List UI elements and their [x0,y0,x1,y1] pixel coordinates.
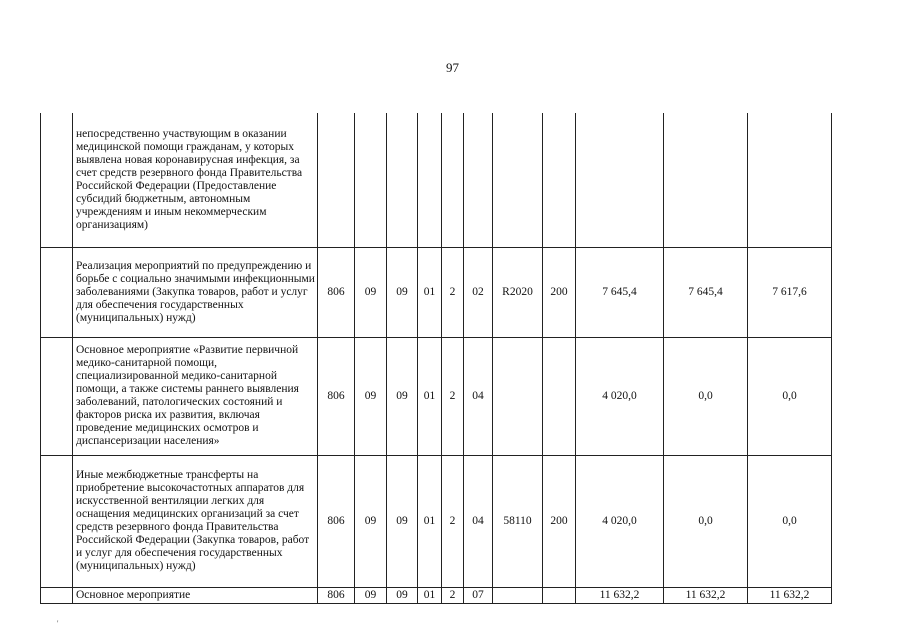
cell-amount-year1: 4 020,0 [576,337,664,455]
cell-amount-year3: 0,0 [748,455,832,587]
cell-amount-year2: 0,0 [664,455,748,587]
cell-program [418,113,442,247]
row-marker-cell [41,455,73,587]
cell-amount-year1: 11 632,2 [576,587,664,603]
cell-direction: 58110 [493,455,543,587]
cell-pr: 09 [387,247,418,337]
row-name: Иные межбюджетные трансферты на приобретение высокочастотных аппаратов для искусственной вентиляции легких для оснащения медицинских организаций за счет средств резервного фонда Правительства Российской Федерации (Закупка товаров, работ и услуг для обеспечения государственных (муниципальных) нужд) [73,455,318,587]
cell-subprogram: 2 [442,455,464,587]
cell-subprogram: 2 [442,337,464,455]
cell-amount-year3: 7 617,6 [748,247,832,337]
cell-vr: 200 [543,247,576,337]
cell-pr: 09 [387,587,418,603]
cell-vr: 200 [543,455,576,587]
cell-rz [355,113,387,247]
cell-program: 01 [418,455,442,587]
cell-amount-year1: 4 020,0 [576,455,664,587]
table-row [41,247,832,337]
cell-program: 01 [418,337,442,455]
cell-vr [543,113,576,247]
cell-gr: 806 [318,337,355,455]
cell-direction: R2020 [493,247,543,337]
table-row [41,455,832,587]
cell-vr [543,337,576,455]
cell-subprogram [442,113,464,247]
cell-direction [493,337,543,455]
cell-amount-year1: 7 645,4 [576,247,664,337]
row-marker-cell [41,587,73,603]
row-marker-cell [41,337,73,455]
budget-table [40,113,832,604]
cell-activity: 04 [464,337,493,455]
row-name: непосредственно участвующим в оказании медицинской помощи гражданам, у которых выявлена новая коронавирусная инфекция, за счет средств резервного фонда Правительства Российской Федерации (Предоставление субсидий бюджетным, автономным учреждениям и иным некоммерческим организациям) [73,113,318,247]
cell-amount-year1 [576,113,664,247]
cell-amount-year2: 11 632,2 [664,587,748,603]
page-number: 97 [446,60,459,75]
cell-rz: 09 [355,247,387,337]
cell-vr [543,587,576,603]
cell-amount-year2: 7 645,4 [664,247,748,337]
cell-amount-year2: 0,0 [664,337,748,455]
cell-activity: 02 [464,247,493,337]
cell-amount-year3: 11 632,2 [748,587,832,603]
table-row [41,337,832,455]
row-name: Основное мероприятие «Развитие первичной медико-санитарной помощи, специализированной медико-санитарной помощи, а также системы раннего выявления заболеваний, патологических состояний и факторов риска их развития, включая проведение медицинских осмотров и диспансеризации населения» [73,337,318,455]
cell-pr: 09 [387,455,418,587]
cell-direction [493,587,543,603]
cell-activity [464,113,493,247]
row-marker-cell [41,247,73,337]
stray-mark: ' [57,619,59,628]
cell-amount-year3: 0,0 [748,337,832,455]
cell-rz: 09 [355,455,387,587]
cell-pr: 09 [387,337,418,455]
cell-activity: 07 [464,587,493,603]
cell-program: 01 [418,587,442,603]
cell-amount-year3 [748,113,832,247]
cell-rz: 09 [355,587,387,603]
cell-gr: 806 [318,587,355,603]
row-name: Основное мероприятие [73,587,318,603]
table-row [41,113,832,247]
row-marker-cell [41,113,73,247]
cell-pr [387,113,418,247]
cell-program: 01 [418,247,442,337]
cell-subprogram: 2 [442,247,464,337]
cell-gr [318,113,355,247]
cell-direction [493,113,543,247]
cell-amount-year2 [664,113,748,247]
cell-gr: 806 [318,455,355,587]
cell-gr: 806 [318,247,355,337]
cell-rz: 09 [355,337,387,455]
row-name: Реализация мероприятий по предупреждению и борьбе с социально значимыми инфекционными заболеваниями (Закупка товаров, работ и услуг для обеспечения государственных (муниципальных) нужд) [73,247,318,337]
table-row [41,587,832,603]
cell-subprogram: 2 [442,587,464,603]
cell-activity: 04 [464,455,493,587]
